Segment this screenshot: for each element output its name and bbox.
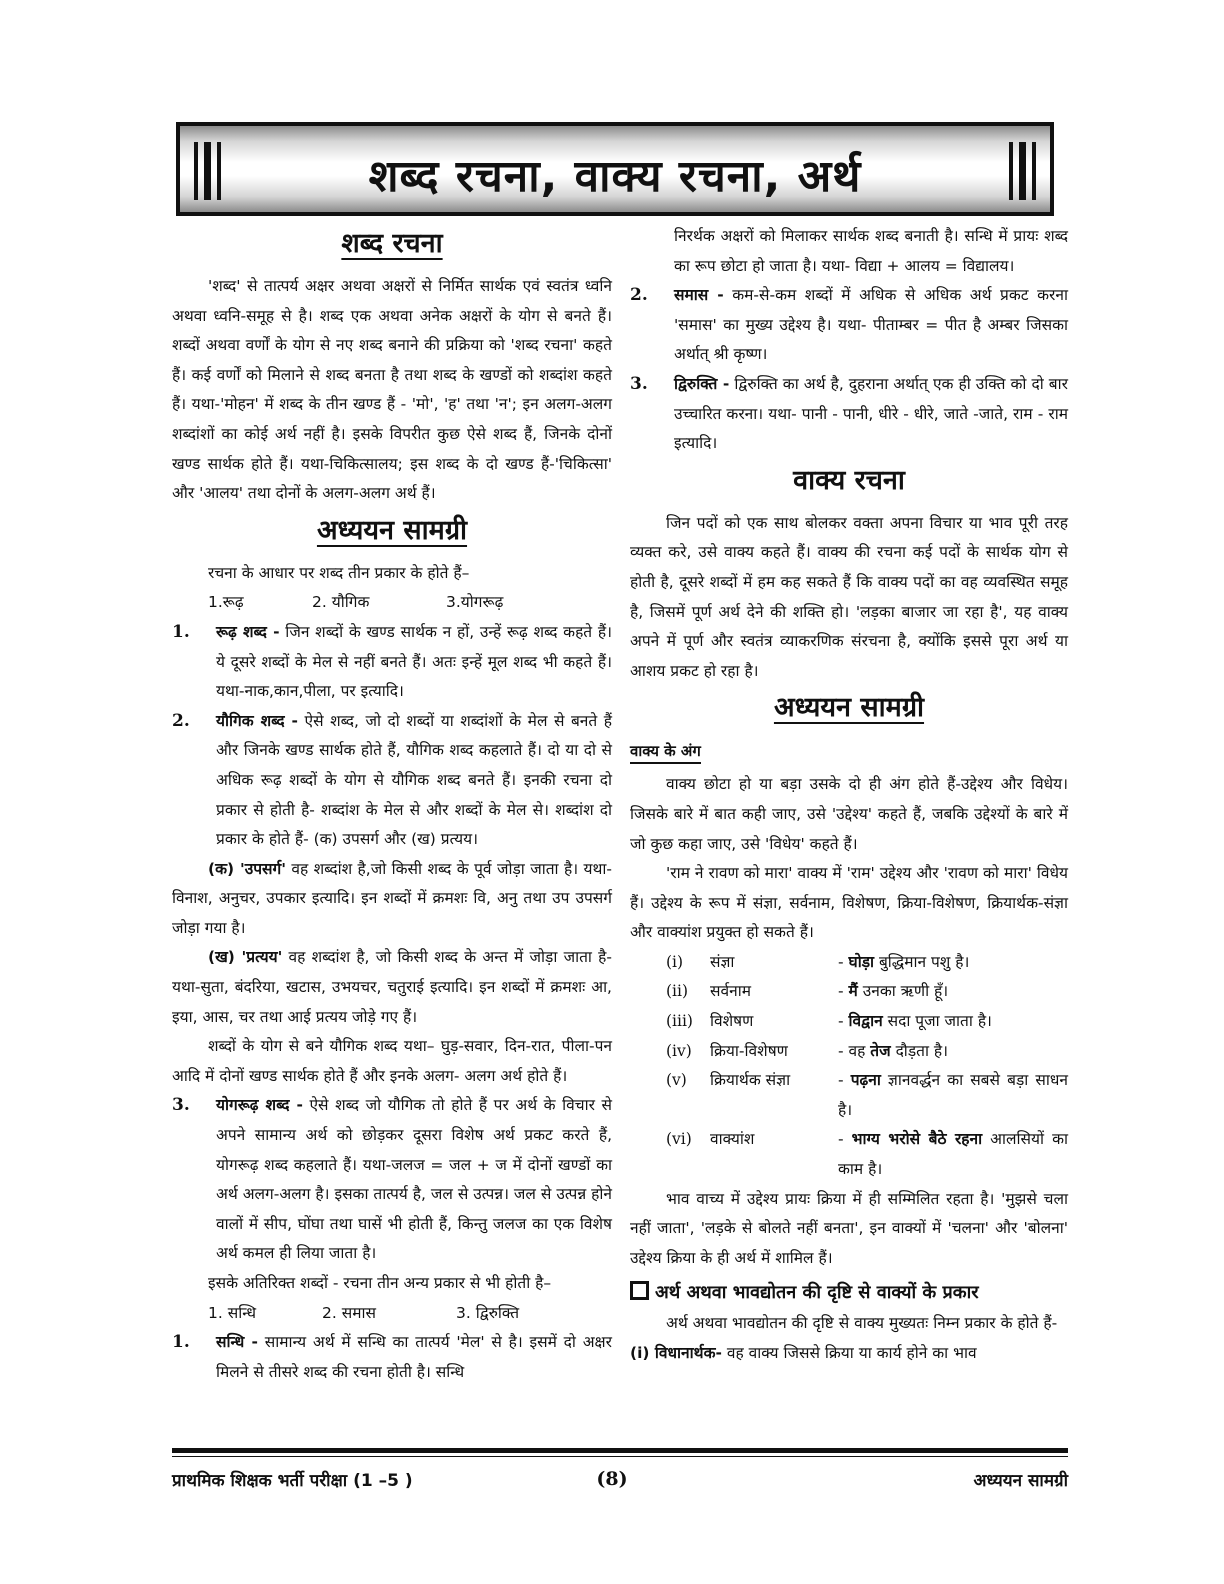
page-number: (8)	[596, 1468, 628, 1490]
list-item	[630, 1125, 1068, 1184]
list-item-yogrudh	[172, 1091, 612, 1269]
example-bold: घोड़ा	[848, 952, 875, 971]
heading-adhyayan-samagri: अध्ययन सामग्री	[316, 514, 468, 546]
item-number: 3.	[172, 1095, 190, 1116]
example-bold: तेज	[870, 1041, 891, 1060]
title-banner	[176, 122, 1054, 216]
roman-numeral: (iii)	[666, 1012, 693, 1031]
list-item	[630, 1066, 1068, 1125]
page-title: शब्द रचना, वाक्य रचना, अर्थ	[368, 151, 862, 202]
vakya-ke-ang-heading: वाक्य के अंग	[630, 740, 701, 764]
roman-numeral: (i)	[666, 952, 684, 971]
example-bold: विद्वान	[848, 1012, 883, 1031]
yaugik-paragraph: शब्दों के योग से बने यौगिक शब्द यथा– घुड़-सवार, दिन-रात, पीला-पन आदि में दोनों खण्ड सार्थक होते हैं और इनके अलग- अलग अर्थ होते हैं।	[172, 1037, 612, 1085]
example-text: उनका ऋणी हूँ।	[857, 982, 949, 1001]
right-column	[630, 222, 1068, 1369]
pratyay-term: (ख) 'प्रत्यय'	[208, 948, 283, 967]
sandhi-continuation: निरर्थक अक्षरों को मिलाकर सार्थक शब्द बनाती है। सन्धि में प्रायः शब्द का रूप छोटा हो जाता है। यथा- विद्या + आलय = विद्यालय।	[674, 227, 1068, 275]
list-item-yaugik	[172, 707, 612, 855]
list-item-dvirukti	[630, 370, 1068, 459]
dash: -	[838, 952, 849, 971]
item-number: 2.	[172, 710, 190, 731]
list-item-samas	[630, 281, 1068, 370]
list-item-sandhi	[172, 1328, 612, 1387]
upsarg-term: (क) 'उपसर्ग'	[208, 859, 286, 878]
types-list	[172, 588, 612, 618]
item-term: रूढ़ शब्द -	[216, 622, 280, 641]
item-number: 3.	[630, 373, 648, 394]
item-term: द्विरुक्ति -	[674, 374, 730, 393]
ram-paragraph: 'राम ने रावण को मारा' वाक्य में 'राम' उद्देश्य और 'रावण को मारा' विधेय हैं। उद्देश्य के रूप में संज्ञा, सर्वनाम, विशेषण, क्रिया-विशेषण, क्रियार्थक-संज्ञा और वाक्यांश प्रयुक्त हो सकते हैं।	[630, 864, 1068, 942]
item-text: कम-से-कम शब्दों में अधिक से अधिक अर्थ प्रकट करना 'समास' का मुख्य उद्देश्य है। यथा- पीताम्बर = पीत है अम्बर जिसका अर्थात् श्री कृष्ण।	[674, 286, 1068, 364]
item-number: 2.	[630, 285, 648, 306]
example-text: बुद्धिमान पशु है।	[874, 952, 970, 971]
left-column	[172, 222, 612, 1387]
dash: - वह	[838, 1041, 871, 1060]
heading-adhyayan-samagri-2: अध्ययन सामग्री	[773, 692, 925, 724]
vidhanarthak-paragraph	[630, 1339, 1068, 1369]
category-label: वाक्यांश	[710, 1130, 755, 1149]
upsarg-text: वह शब्दांश है,जो किसी शब्द के पूर्व जोड़ा जाता है। यथा-विनाश, अनुचर, उपकार इत्यादि। इन शब्दों में क्रमशः वि, अनु तथा उप उपसर्ग जोड़ा गया है।	[172, 859, 612, 937]
list-item	[630, 948, 1068, 978]
roman-numeral: (iv)	[666, 1041, 692, 1060]
list-item	[630, 1037, 1068, 1067]
roman-numeral: (v)	[666, 1071, 687, 1090]
category-label: सर्वनाम	[710, 982, 751, 1001]
item-term: सन्धि -	[216, 1333, 258, 1352]
example-text: सदा पूजा जाता है।	[882, 1012, 992, 1031]
item-text: ऐसे शब्द, जो दो शब्दों या शब्दांशों के मेल से बनते हैं और जिनके खण्ड सार्थक होते हैं, यौगिक शब्द कहलाते हैं। दो या दो से अधिक रूढ़ शब्दों के योग से यौगिक शब्द बनते हैं। इनकी रचना दो प्रकार से होती है- शब्दांश के मेल से और शब्दों के मेल से। शब्दांश दो प्रकार के होते हैं- (क) उपसर्ग और (ख) प्रत्यय।	[216, 711, 612, 849]
example-bold: भाग्य भरोसे बैठे रहना	[851, 1130, 983, 1149]
type-item: 1. सन्धि	[208, 1303, 257, 1322]
type-item: 2. यौगिक	[312, 593, 370, 612]
bhav-paragraph: भाव वाच्य में उद्देश्य प्रायः क्रिया में ही सम्मिलित रहता है। 'मुझसे चला नहीं जाता', 'लड़के से बोलते नहीं बनता', इन वाक्यों में 'चलना' और 'बोलना' उद्देश्य क्रिया के ही अर्थ में शामिल हैं।	[630, 1189, 1068, 1267]
footer-section-title: अध्ययन सामग्री	[973, 1471, 1068, 1491]
example-text: दौड़ता है।	[890, 1041, 948, 1060]
item-term: योगरूढ़ शब्द -	[216, 1096, 303, 1115]
category-label: संज्ञा	[710, 952, 735, 971]
upsarg-paragraph	[172, 855, 612, 944]
type-item: 3.योगरूढ़	[446, 593, 504, 612]
footer-book-title: प्राथमिक शिक्षक भर्ती परीक्षा (1 –5 )	[172, 1471, 413, 1491]
dash: -	[838, 1130, 852, 1149]
other-types-list	[172, 1299, 612, 1329]
example-text: आलसियों का काम है।	[838, 1130, 1068, 1179]
example-bold: मैं	[848, 982, 858, 1001]
heading-vakya-rachna: वाक्य रचना	[793, 464, 905, 496]
roman-numeral: (vi)	[666, 1130, 692, 1149]
section-paragraph: अर्थ अथवा भावद्योतन की दृष्टि से वाक्य मुख्यतः निम्न प्रकार के होते हैं-	[666, 1314, 1058, 1333]
pratyay-text: वह शब्दांश है, जो किसी शब्द के अन्त में जोड़ा जाता है-यथा-सुता, बंदरिया, खटास, उभयचर, चतुराई इत्यादि। इन शब्दों में क्रमशः आ, इया, आस, चर तथा आई प्रत्यय जोड़े गए हैं।	[172, 948, 612, 1026]
category-label: विशेषण	[710, 1012, 754, 1031]
banner-right-bars	[1009, 142, 1036, 200]
other-types-intro: इसके अतिरिक्त शब्दों - रचना तीन अन्य प्रकार से भी होती है–	[208, 1274, 552, 1292]
vidhanarthak-text: वह वाक्य जिससे क्रिया या कार्य होने का भाव	[721, 1344, 977, 1362]
item-term: समास -	[674, 286, 724, 305]
item-text: सामान्य अर्थ में सन्धि का तात्पर्य 'मेल' से है। इसमें दो अक्षर मिलने से तीसरे शब्द की रचना होती है। सन्धि	[216, 1333, 612, 1381]
pratyay-paragraph	[172, 943, 612, 1032]
list-item-rudh	[172, 618, 612, 707]
dash: -	[838, 982, 849, 1001]
example-text: ज्ञानवर्द्धन का सबसे बड़ा साधन है।	[838, 1071, 1068, 1119]
item-number: 1.	[172, 1332, 190, 1353]
item-term: यौगिक शब्द -	[216, 711, 298, 730]
dash: -	[838, 1071, 851, 1090]
vidhanarthak-term: (i) विधानार्थक-	[630, 1344, 722, 1362]
dash: -	[838, 1012, 849, 1031]
type-item: 1.रूढ़	[208, 593, 244, 612]
intro-paragraph: 'शब्द' से तात्पर्य अक्षर अथवा अक्षरों से निर्मित सार्थक एवं स्वतंत्र ध्वनि अथवा ध्वनि-समूह से है। शब्द एक अथवा अनेक अक्षरों के योग से बनते हैं। शब्दों अथवा वर्णों के योग से नए शब्द बनाने की प्रक्रिया को 'शब्द रचना' कहते हैं। कई वर्णों को मिलाने से शब्द बनता है तथा शब्द के खण्डों को शब्दांश कहते हैं। यथा-'मोहन' में शब्द के तीन खण्ड हैं - 'मो', 'ह' तथा 'न'; इन अलग-अलग शब्दांशों का कोई अर्थ नहीं है। इसके विपरीत कुछ ऐसे शब्द हैं, जिनके दोनों खण्ड सार्थक होते हैं। यथा-चिकित्सालय; इस शब्द के दो खण्ड हैं-'चिकित्सा' और 'आलय' तथा दोनों के अलग-अलग अर्थ हैं।	[172, 277, 612, 503]
list-item	[630, 977, 1068, 1007]
category-label: क्रियार्थक संज्ञा	[710, 1071, 791, 1090]
footer-rule-thick	[172, 1448, 1068, 1453]
item-text: ऐसे शब्द जो यौगिक तो होते हैं पर अर्थ के विचार से अपने सामान्य अर्थ को छोड़कर दूसरा विशेष अर्थ प्रकट करते हैं, योगरूढ़ शब्द कहलाते हैं। यथा-जलज = जल + ज में दोनों खण्डों का अर्थ अलग-अलग है। इसका तात्पर्य है, जल से उत्पन्न। जल से उत्पन्न होने वालों में सीप, घोंघा तथा घासें भी होती हैं, किन्तु जलज का एक विशेष अर्थ कमल ही लिया जाता है।	[216, 1096, 612, 1263]
item-text: द्विरुक्ति का अर्थ है, दुहराना अर्थात् एक ही उक्ति को दो बार उच्चारित करना। यथा- पानी - पानी, धीरे - धीरे, जाते -जाते, राम - राम इत्यादि।	[674, 374, 1068, 453]
list-item	[630, 1007, 1068, 1037]
anga-paragraph: वाक्य छोटा हो या बड़ा उसके दो ही अंग होते हैं-उद्देश्य और विधेय। जिसके बारे में बात कही जाए, उसे 'उद्देश्य' कहते हैं, जबकि उद्देश्यों के बारे में जो कुछ कहा जाए, उसे 'विधेय' कहते हैं।	[630, 775, 1068, 853]
footer-rule-thin	[172, 1456, 1068, 1457]
category-label: क्रिया-विशेषण	[710, 1041, 788, 1060]
section-heading-text: अर्थ अथवा भावद्योतन की दृष्टि से वाक्यों के प्रकार	[655, 1282, 979, 1304]
roman-numeral: (ii)	[666, 982, 689, 1001]
vakya-intro: जिन पदों को एक साथ बोलकर वक्ता अपना विचार या भाव पूरी तरह व्यक्त करे, उसे वाक्य कहते हैं। वाक्य की रचना कई पदों के सार्थक योग से होती है, दूसरे शब्दों में हम कह सकते हैं कि वाक्य पदों का वह व्यवस्थित समूह है, जिसमें पूर्ण अर्थ देने की शक्ति हो। 'लड़का बाजार जा रहा है', यह वाक्य अपने में पूर्ण और स्वतंत्र व्याकरणिक संरचना है, क्योंकि इससे पूरा अर्थ या आशय प्रकट हो रहा है।	[630, 513, 1068, 680]
checkbox-square-icon	[630, 1281, 649, 1300]
type-item: 3. द्विरुक्ति	[456, 1303, 520, 1322]
item-text: जिन शब्दों के खण्ड सार्थक न हों, उन्हें रूढ़ शब्द कहते हैं। ये दूसरे शब्दों के मेल से नहीं बनते हैं। अतः इन्हें मूल शब्द भी कहते हैं। यथा-नाक,कान,पीला, पर इत्यादि।	[216, 622, 612, 701]
type-item: 2. समास	[322, 1303, 376, 1322]
heading-shabd-rachna: शब्द रचना	[341, 228, 443, 259]
example-bold: पढ़ना	[850, 1071, 881, 1090]
item-number: 1.	[172, 621, 190, 642]
types-intro: रचना के आधार पर शब्द तीन प्रकार के होते हैं–	[208, 563, 470, 582]
section-heading	[630, 1277, 1068, 1309]
